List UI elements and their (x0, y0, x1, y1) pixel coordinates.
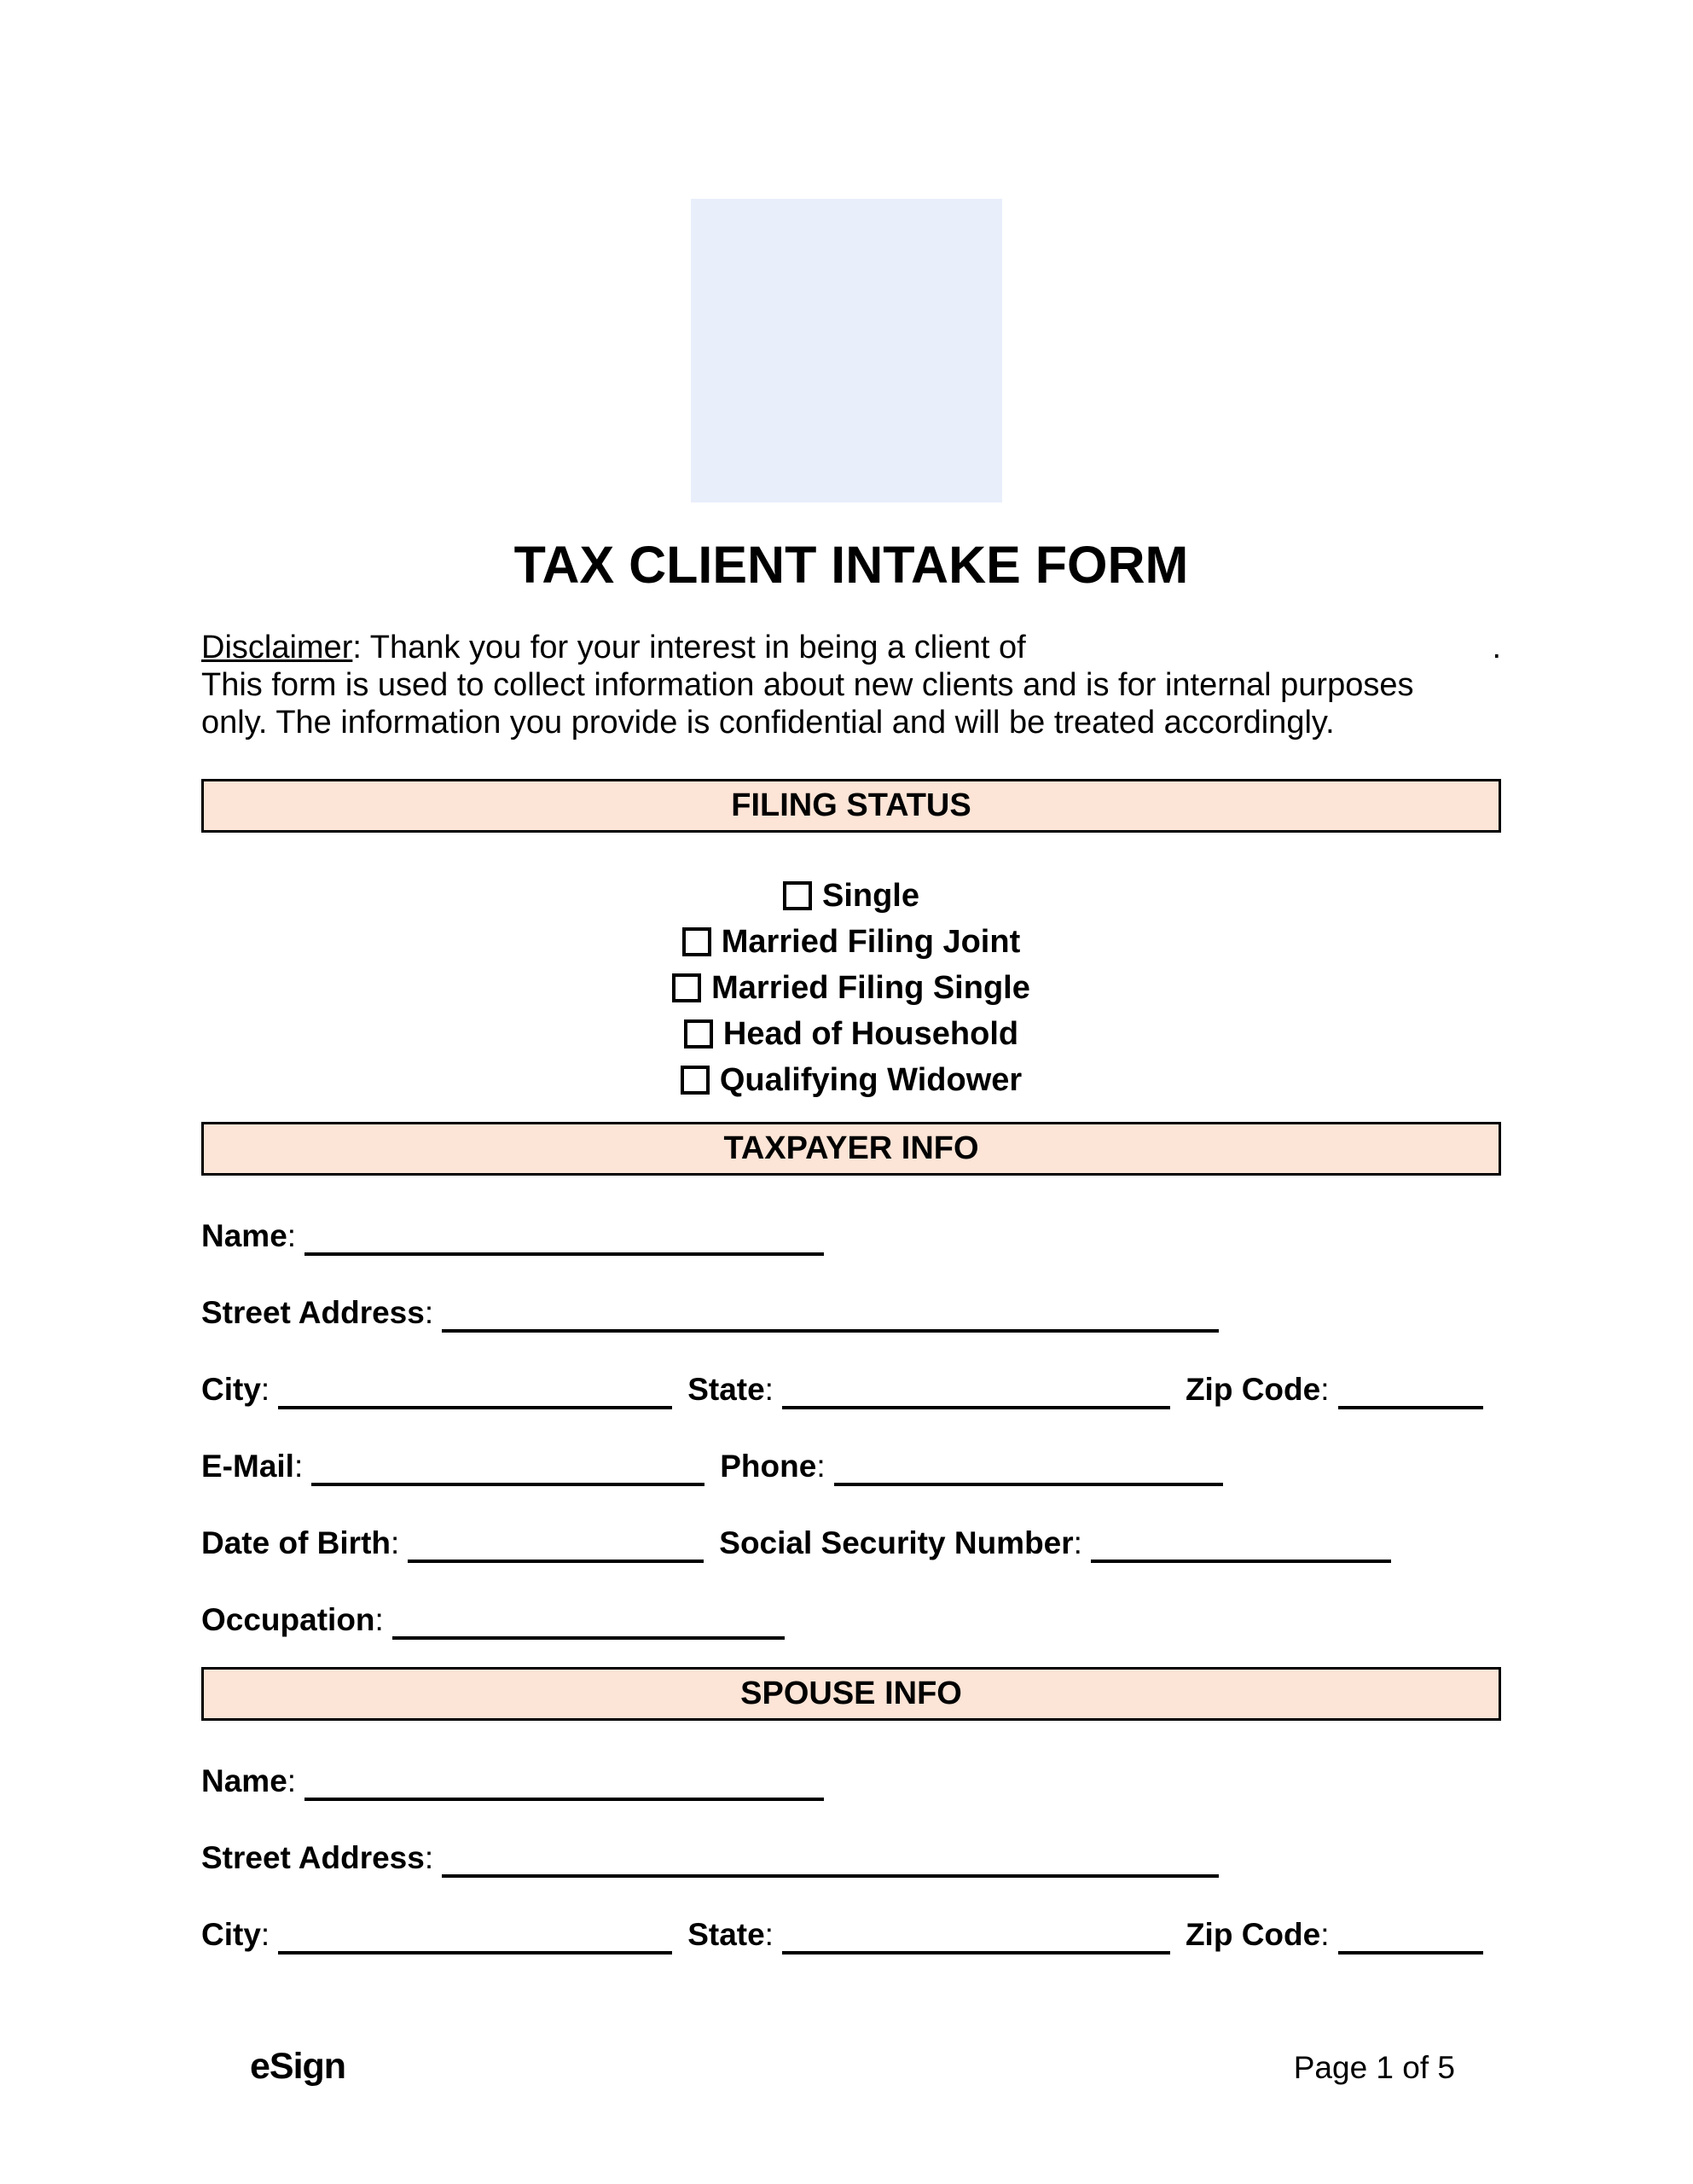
option-single (783, 877, 919, 915)
spouse-name-input[interactable] (304, 1763, 824, 1801)
taxpayer-city-label: City (201, 1372, 261, 1407)
spouse-street-address-label: Street Address (201, 1840, 425, 1875)
disclaimer (201, 629, 1501, 741)
checkbox-label: Single (821, 877, 920, 914)
option-head-of-household (684, 1015, 1018, 1053)
checkbox-label: Qualifying Widower (719, 1061, 1023, 1098)
disclaimer-label: Disclaimer (201, 630, 353, 665)
taxpayer-city-state-zip-row: City: State: Zip Code: (201, 1372, 1501, 1406)
taxpayer-name-label: Name (201, 1218, 287, 1253)
taxpayer-occupation-input[interactable] (392, 1602, 785, 1640)
form-title: TAX CLIENT INTAKE FORM (513, 536, 1189, 594)
filing-status-options (201, 877, 1501, 1099)
taxpayer-occupation-label: Occupation (201, 1602, 375, 1637)
section-header-taxpayer-info (201, 1122, 1501, 1176)
checkbox-head-of-household[interactable] (684, 1019, 713, 1048)
checkbox-label: Married Filing Joint (721, 923, 1021, 960)
section-header-filing-status (201, 779, 1501, 833)
company-name-blank-period: . (1492, 630, 1501, 665)
spouse-city-label: City (201, 1917, 261, 1952)
spouse-state-input[interactable] (782, 1917, 1170, 1955)
taxpayer-state-label: State (687, 1372, 765, 1407)
page-content (201, 0, 1501, 1951)
spouse-zip-code-input[interactable] (1338, 1917, 1483, 1955)
taxpayer-ssn-label: Social Security Number (719, 1525, 1074, 1560)
disclaimer-line-2: This form is used to collect information about new clients and is for internal purposes (201, 667, 1414, 703)
spouse-name-row: Name: (201, 1763, 1501, 1798)
checkbox-qualifying-widower[interactable] (681, 1066, 710, 1095)
checkbox-label: Married Filing Single (711, 969, 1030, 1006)
page-footer (250, 2046, 1455, 2088)
taxpayer-zip-code-input[interactable] (1338, 1372, 1483, 1409)
checkbox-label: Head of Household (722, 1015, 1019, 1052)
taxpayer-name-input[interactable] (304, 1218, 824, 1256)
option-married-filing-single (672, 969, 1030, 1007)
disclaimer-text: Disclaimer: Thank you for your interest in being a client of (201, 630, 1026, 665)
disclaimer-line-1 (201, 629, 1501, 666)
spouse-street-address-input[interactable] (442, 1840, 1219, 1878)
checkbox-single[interactable] (783, 881, 812, 910)
taxpayer-zip-code-label: Zip Code (1185, 1372, 1321, 1407)
taxpayer-occupation-row: Occupation: (201, 1602, 1501, 1636)
option-qualifying-widower (681, 1061, 1022, 1099)
spouse-street-address-row: Street Address: (201, 1840, 1501, 1874)
taxpayer-state-input[interactable] (782, 1372, 1170, 1409)
spouse-zip-code-label: Zip Code (1185, 1917, 1321, 1952)
logo-placeholder (691, 199, 1002, 502)
taxpayer-phone-label: Phone (720, 1449, 817, 1484)
taxpayer-street-address-input[interactable] (442, 1295, 1219, 1333)
section-title: SPOUSE INFO (740, 1676, 962, 1711)
spouse-city-input[interactable] (278, 1917, 672, 1955)
taxpayer-email-label: E-Mail (201, 1449, 294, 1484)
taxpayer-city-input[interactable] (278, 1372, 672, 1409)
checkbox-married-filing-joint[interactable] (682, 927, 711, 956)
taxpayer-phone-input[interactable] (834, 1449, 1223, 1486)
section-title: FILING STATUS (731, 787, 971, 823)
taxpayer-email-input[interactable] (311, 1449, 704, 1486)
spouse-state-label: State (687, 1917, 765, 1952)
spouse-name-label: Name (201, 1763, 287, 1798)
section-title: TAXPAYER INFO (723, 1130, 979, 1166)
section-header-spouse-info (201, 1667, 1501, 1721)
spouse-city-state-zip-row: City: State: Zip Code: (201, 1917, 1501, 1951)
taxpayer-date-of-birth-label: Date of Birth (201, 1525, 391, 1560)
taxpayer-street-address-row: Street Address: (201, 1295, 1501, 1329)
disclaimer-line-3: only. The information you provide is confidential and will be treated accordingly. (201, 705, 1335, 741)
checkbox-married-filing-single[interactable] (672, 973, 701, 1002)
option-married-filing-joint (682, 923, 1020, 961)
taxpayer-date-of-birth-input[interactable] (408, 1525, 704, 1563)
taxpayer-ssn-input[interactable] (1091, 1525, 1391, 1563)
taxpayer-street-address-label: Street Address (201, 1295, 425, 1330)
esign-logo: eSign (250, 2046, 346, 2087)
page-indicator: Page 1 of 5 (1293, 2050, 1455, 2085)
taxpayer-name-row: Name: (201, 1218, 1501, 1252)
taxpayer-dob-ssn-row: Date of Birth: Social Security Number: (201, 1525, 1501, 1560)
taxpayer-email-phone-row: E-Mail: Phone: (201, 1449, 1501, 1483)
